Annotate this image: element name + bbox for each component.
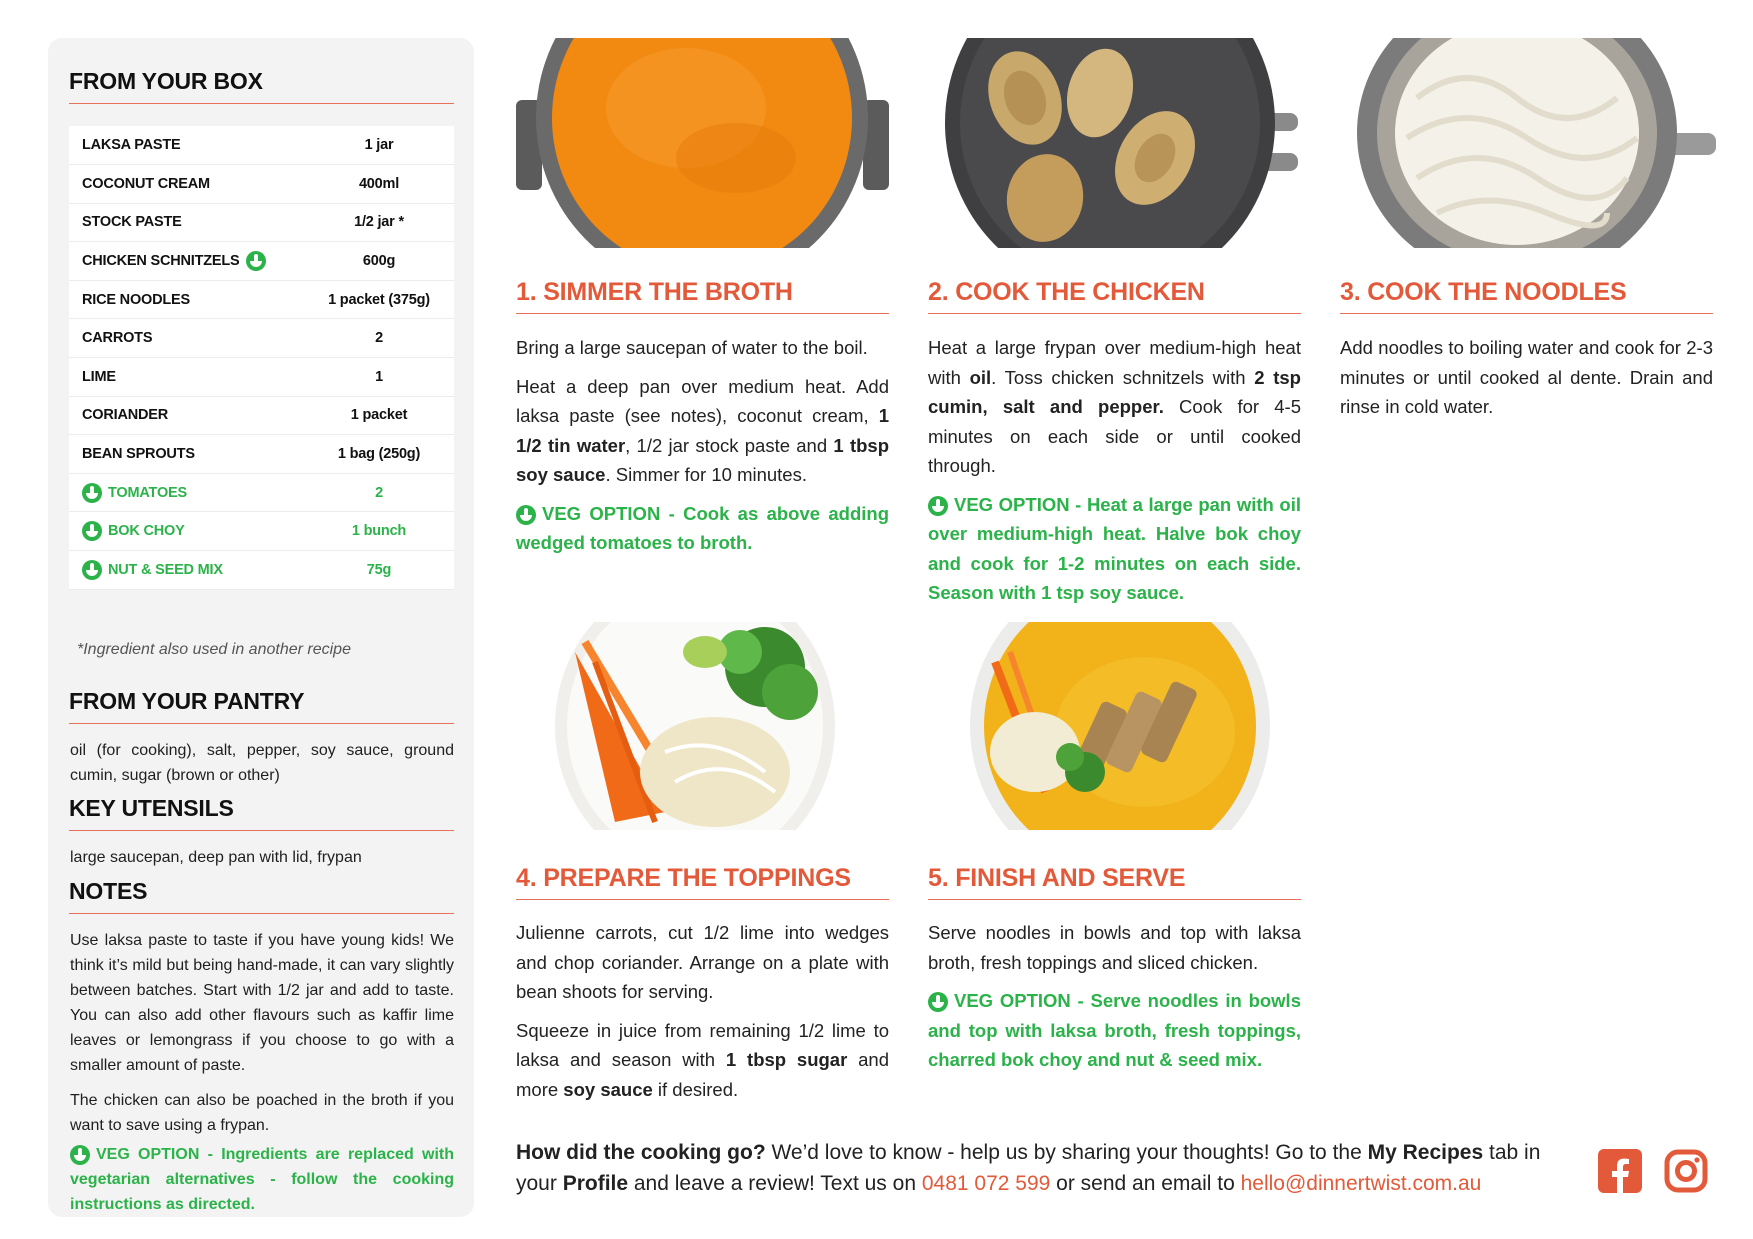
ingredient-name: BOK CHOY xyxy=(69,512,304,551)
ingredient-row xyxy=(69,242,454,281)
step-5-title: 5. FINISH AND SERVE xyxy=(928,864,1301,900)
ingredient-name: COCONUT CREAM xyxy=(69,165,304,204)
step-3-body xyxy=(1340,333,1713,431)
ingredient-quantity: 1 packet (375g) xyxy=(304,280,454,319)
ingredient-name: LIME xyxy=(69,358,304,397)
from-your-pantry-heading: FROM YOUR PANTRY xyxy=(69,688,454,724)
veg-leaf-icon xyxy=(516,505,536,525)
phone-link[interactable]: 0481 072 599 xyxy=(921,1172,1051,1195)
feedback-footer: How did the cooking go? We’d love to know - help us by sharing your thoughts! Go to the My Recipes tab in your Profile and leave a review! Text us on 0481 072 599 or send an email to hello@dinnertwist.com.au xyxy=(516,1141,1541,1195)
my-recipes-link[interactable]: My Recipes xyxy=(1367,1141,1484,1164)
step-4-paragraph-2: Squeeze in juice from remaining 1/2 lime to laksa and season with 1 tbsp sugar and more soy sauce if desired. xyxy=(516,1019,889,1100)
ingredient-name: CHICKEN SCHNITZELS xyxy=(69,242,304,281)
key-utensils-heading: KEY UTENSILS xyxy=(69,795,454,831)
ingredient-row xyxy=(69,165,454,204)
ingredient-name: NUT & SEED MIX xyxy=(69,551,304,590)
ingredient-row xyxy=(69,126,454,165)
ingredients-table xyxy=(69,126,454,590)
profile-link[interactable]: Profile xyxy=(562,1172,629,1195)
step-4-paragraph-1: Julienne carrots, cut 1/2 lime into wedges and chop coriander. Arrange on a plate with bean shoots for serving. xyxy=(516,922,889,1002)
step-4-body xyxy=(516,918,889,1113)
notes-paragraph-2: The chicken can also be poached in the broth if you want to save using a frypan. xyxy=(70,1092,454,1134)
ingredient-row xyxy=(69,396,454,435)
notes-veg-text: VEG OPTION - Ingredients are replaced with vegetarian alternatives - follow the cooking instructions as directed. xyxy=(70,1146,454,1213)
notes-paragraph-1: Use laksa paste to taste if you have young kids! We think it’s mild but being hand-made, it can vary slightly between batches. Start with 1/2 jar and add to taste. You can also add other flavours such as kaffir lime leaves or lemongrass if you choose to go with a smaller amount of paste. xyxy=(70,932,454,1074)
ingredient-quantity: 1 bag (250g) xyxy=(304,435,454,474)
ingredient-name: BEAN SPROUTS xyxy=(69,435,304,474)
chicken-frypan-photo xyxy=(945,38,1298,248)
step-4-title: 4. PREPARE THE TOPPINGS xyxy=(516,864,889,900)
laksa-bowl-photo xyxy=(955,622,1288,830)
ingredient-name: TOMATOES xyxy=(69,473,304,512)
veg-leaf-icon xyxy=(70,1145,90,1165)
veg-leaf-icon xyxy=(246,251,266,271)
ingredient-name: LAKSA PASTE xyxy=(69,126,304,165)
veg-leaf-icon xyxy=(82,483,102,503)
notes-heading: NOTES xyxy=(69,878,454,914)
ingredient-row xyxy=(69,512,454,551)
ingredient-name: RICE NOODLES xyxy=(69,280,304,319)
veg-leaf-icon xyxy=(82,560,102,580)
step-2-veg-option: VEG OPTION - Heat a large pan with oil over medium-high heat. Halve bok choy and cook for 1-2 minutes on each side. Season with 1 tsp soy sauce. xyxy=(928,493,1301,603)
ingredient-quantity: 600g xyxy=(304,242,454,281)
ingredient-quantity: 2 xyxy=(304,319,454,358)
step-1-paragraph-1: Bring a large saucepan of water to the boil. xyxy=(516,337,868,358)
feedback-question: How did the cooking go? xyxy=(516,1141,766,1164)
veg-leaf-icon xyxy=(928,496,948,516)
ingredient-row xyxy=(69,203,454,242)
step-3-paragraph-1: Add noodles to boiling water and cook for 2-3 minutes or until cooked al dente. Drain and rinse in cold water. xyxy=(1340,337,1713,417)
pantry-text: oil (for cooking), salt, pepper, soy sauce, ground cumin, sugar (brown or other) xyxy=(70,742,454,784)
step-5-paragraph-1: Serve noodles in bowls and top with laksa broth, fresh toppings and sliced chicken. xyxy=(928,922,1301,973)
ingredient-quantity: 400ml xyxy=(304,165,454,204)
step-1-title: 1. SIMMER THE BROTH xyxy=(516,278,889,314)
step-2-paragraph-1: Heat a large frypan over medium-high heat with oil. Toss chicken schnitzels with 2 tsp cumin, salt and pepper. Cook for 4-5 minutes on each side or until cooked through. xyxy=(928,337,1302,476)
ingredient-quantity: 1 jar xyxy=(304,126,454,165)
toppings-plate-photo xyxy=(555,622,875,830)
step-5-veg-option: VEG OPTION - Serve noodles in bowls and top with laksa broth, fresh toppings, charred bok choy and nut & seed mix. xyxy=(928,990,1301,1070)
instagram-icon[interactable] xyxy=(1664,1149,1708,1193)
ingredient-quantity: 2 xyxy=(304,473,454,512)
noodles-colander-photo xyxy=(1357,38,1716,248)
step-3-title: 3. COOK THE NOODLES xyxy=(1340,278,1713,314)
veg-leaf-icon xyxy=(928,992,948,1012)
step-1-body xyxy=(516,333,889,567)
ingredient-row xyxy=(69,473,454,512)
veg-leaf-icon xyxy=(82,521,102,541)
ingredient-row xyxy=(69,280,454,319)
notes-veg-option xyxy=(70,1142,454,1217)
broth-pot-photo xyxy=(516,38,889,248)
ingredient-quantity: 1 xyxy=(304,358,454,397)
step-2-body xyxy=(928,333,1301,617)
ingredient-quantity: 75g xyxy=(304,551,454,590)
ingredient-name: CORIANDER xyxy=(69,396,304,435)
utensils-text: large saucepan, deep pan with lid, frypan xyxy=(70,849,362,866)
from-your-box-heading: FROM YOUR BOX xyxy=(69,68,454,104)
step-2-title: 2. COOK THE CHICKEN xyxy=(928,278,1301,314)
ingredient-row xyxy=(69,319,454,358)
ingredients-panel xyxy=(48,38,474,1217)
ingredient-quantity: 1 packet xyxy=(304,396,454,435)
facebook-icon[interactable] xyxy=(1598,1149,1642,1193)
ingredient-row xyxy=(69,551,454,590)
email-link[interactable]: hello@dinnertwist.com.au xyxy=(1240,1172,1482,1195)
ingredient-name: CARROTS xyxy=(69,319,304,358)
step-1-veg-option: VEG OPTION - Cook as above adding wedged tomatoes to broth. xyxy=(516,502,889,553)
ingredient-footnote: *Ingredient also used in another recipe xyxy=(77,641,351,658)
ingredient-name: STOCK PASTE xyxy=(69,203,304,242)
ingredient-row xyxy=(69,358,454,397)
ingredient-quantity: 1/2 jar * xyxy=(304,203,454,242)
step-5-body xyxy=(928,918,1301,1084)
ingredient-quantity: 1 bunch xyxy=(304,512,454,551)
ingredient-row xyxy=(69,435,454,474)
step-1-paragraph-2: Heat a deep pan over medium heat. Add laksa paste (see notes), coconut cream, 1 1/2 tin water, 1/2 jar stock paste and 1 tbsp soy sauce. Simmer for 10 minutes. xyxy=(516,375,889,485)
